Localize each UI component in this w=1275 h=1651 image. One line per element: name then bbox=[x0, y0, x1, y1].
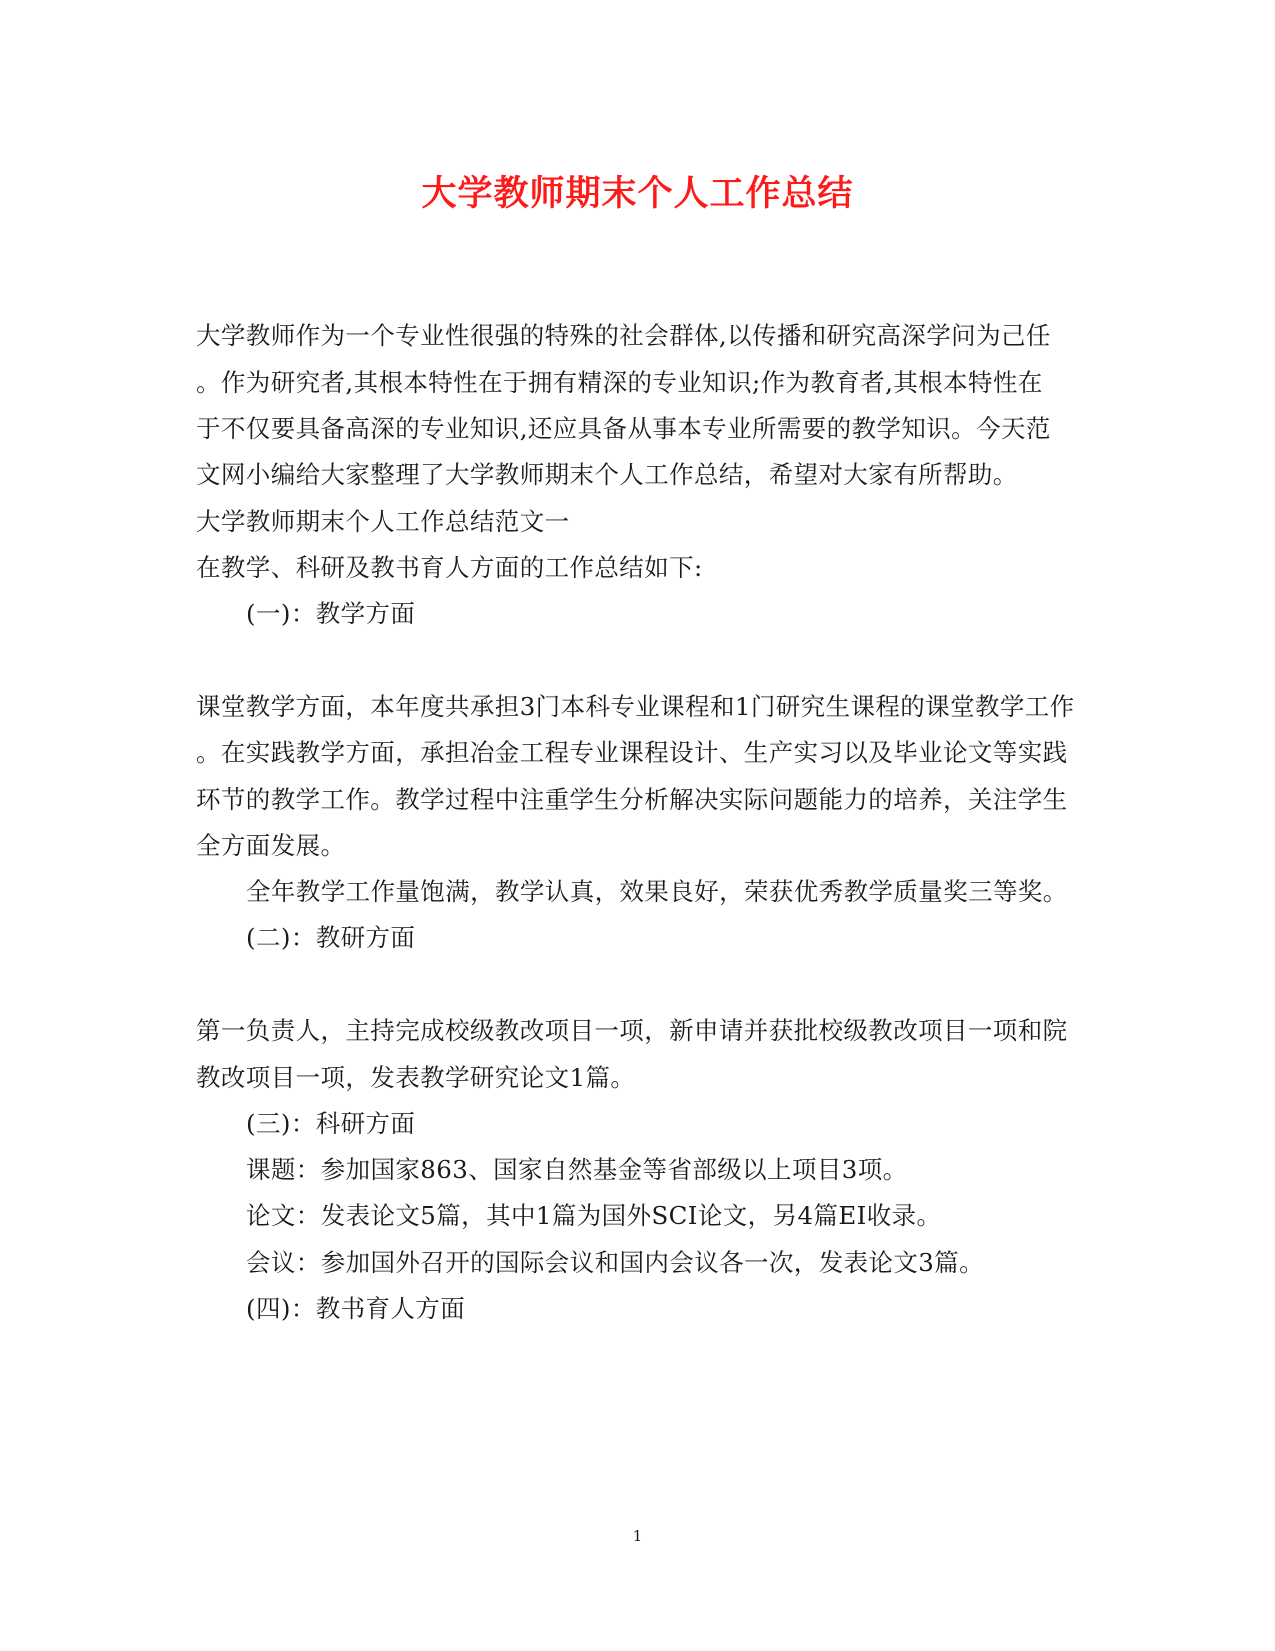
page-number: 1 bbox=[632, 1527, 643, 1545]
document-title: 大学教师期末个人工作总结 bbox=[421, 173, 854, 214]
section-1-line-3: 环节的教学工作。教学过程中注重学生分析解决实际问题能力的培养，关注学生 bbox=[196, 785, 1068, 814]
section-1-line-2: 。在实践教学方面，承担冶金工程专业课程设计、生产实习以及毕业论文等实践 bbox=[196, 738, 1068, 767]
intro-line-3: 于不仅要具备高深的专业知识,还应具备从事本专业所需要的教学知识。今天范 bbox=[196, 414, 1051, 443]
section-1-line-1: 课堂教学方面，本年度共承担3门本科专业课程和1门研究生课程的课堂教学工作 bbox=[196, 692, 1075, 721]
section-2-line-2: 教改项目一项，发表教学研究论文1篇。 bbox=[196, 1063, 636, 1092]
section-1-award: 全年教学工作量饱满，教学认真，效果良好，荣获优秀教学质量奖三等奖。 bbox=[246, 877, 1068, 906]
section-4-heading: (四)：教书育人方面 bbox=[246, 1294, 466, 1323]
section-3-item-topics: 课题：参加国家863、国家自然基金等省部级以上项目3项。 bbox=[246, 1155, 908, 1184]
sample-heading: 大学教师期末个人工作总结范文一 bbox=[196, 507, 570, 536]
section-2-line-1: 第一负责人，主持完成校级教改项目一项，新申请并获批校级教改项目一项和院 bbox=[196, 1016, 1068, 1045]
intro-line-4: 文网小编给大家整理了大学教师期末个人工作总结，希望对大家有所帮助。 bbox=[196, 460, 1018, 489]
intro-line-2: 。作为研究者,其根本特性在于拥有精深的专业知识;作为教育者,其根本特性在 bbox=[196, 368, 1043, 397]
section-3-item-conferences: 会议：参加国外召开的国际会议和国内会议各一次，发表论文3篇。 bbox=[246, 1248, 985, 1277]
section-3-heading: (三)：科研方面 bbox=[246, 1109, 416, 1138]
section-2-heading: (二)：教研方面 bbox=[246, 923, 416, 952]
section-3-item-papers: 论文：发表论文5篇，其中1篇为国外SCI论文，另4篇EI收录。 bbox=[246, 1201, 942, 1230]
intro-line-1: 大学教师作为一个专业性很强的特殊的社会群体,以传播和研究高深学问为己任 bbox=[196, 321, 1051, 350]
section-1-heading: (一)：教学方面 bbox=[246, 599, 416, 628]
section-1-line-4: 全方面发展。 bbox=[196, 831, 346, 860]
lead-text: 在教学、科研及教书育人方面的工作总结如下: bbox=[196, 553, 703, 582]
